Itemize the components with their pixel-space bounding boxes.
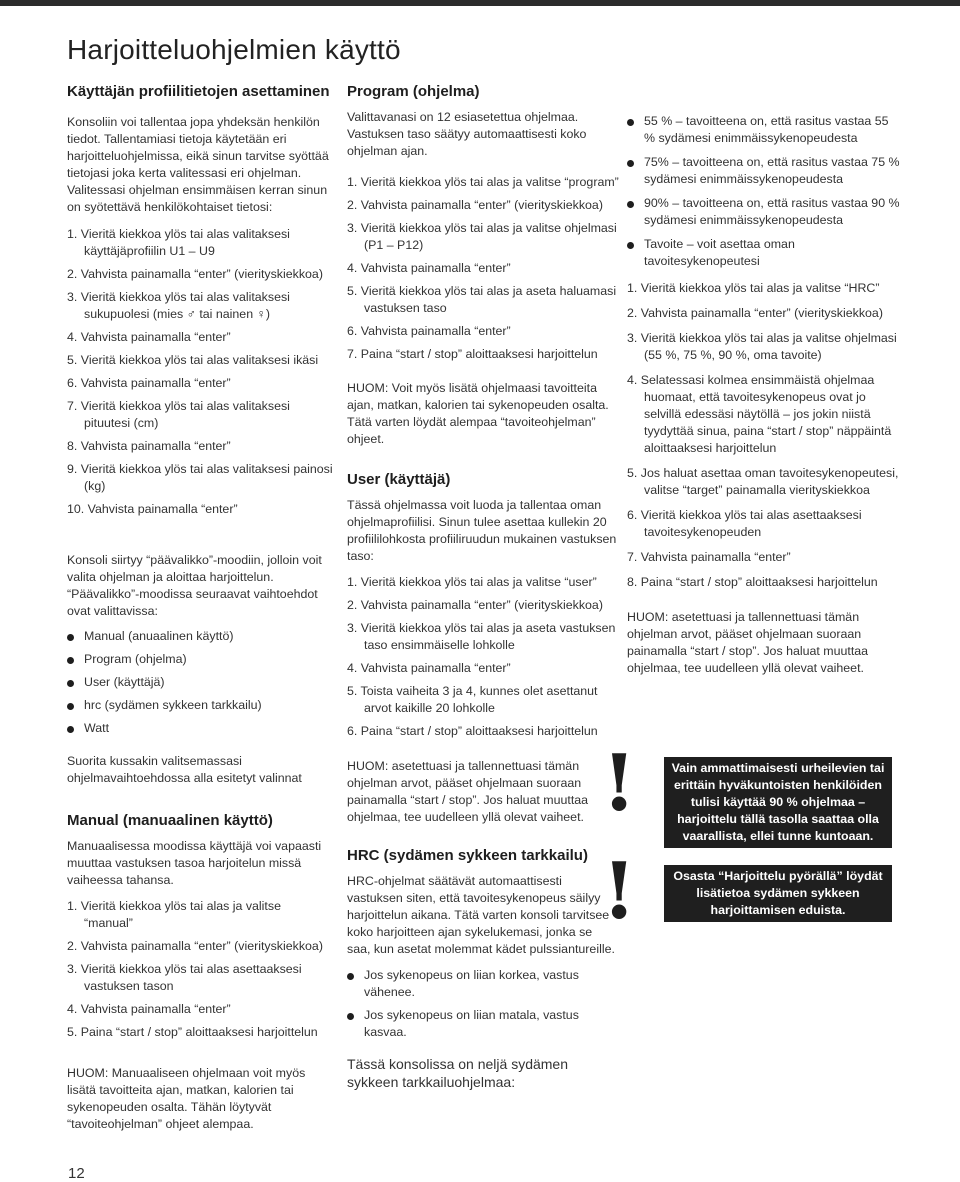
paragraph-user: Tässä ohjelmassa voit luoda ja tallentaa oman ohjelmaprofiilisi. Sinun tulee asettaa kullekin 20 profiililohkosta profiiliruudun mukainen vastuksen taso: [347, 498, 617, 563]
program-step: 6. Vahvista painamalla “enter” [347, 324, 511, 338]
paragraph-program: Valittavanasi on 12 esiasetettua ohjelmaa. Vastuksen taso säätyy automaattisesti koko ohjelman ajan. [347, 110, 587, 158]
program-step: 3. Vieritä kiekkoa ylös tai alas ja valitse ohjelmasi (P1 – P12) [347, 221, 617, 252]
hrc-step: 8. Paina “start / stop” aloittaaksesi harjoittelun [627, 575, 878, 589]
profile-step: 10. Vahvista painamalla “enter” [67, 502, 238, 516]
column-middle [347, 82, 619, 1091]
bullet-icon [67, 726, 74, 733]
manual-step: 3. Vieritä kiekkoa ylös tai alas asettaaksesi vastuksen tason [67, 962, 302, 993]
hrc-step: 2. Vahvista painamalla “enter” (vierityskiekkoa) [627, 306, 883, 320]
profile-step: 8. Vahvista painamalla “enter” [67, 439, 231, 453]
paragraph-hrc-lead: Tässä konsolissa on neljä sydämen sykkeen tarkkailuohjelmaa: [347, 1056, 569, 1090]
warning-text-intensity: Vain ammattimaisesti urheilevien tai erittäin hyväkuntoisten henkilöiden tulisi käyttää 90 % ohjelmaa – harjoittelu tällä tasolla saattaa olla vaarallista, ellei tunne kuntoaan. [664, 757, 892, 848]
hrc-step: 1. Vieritä kiekkoa ylös tai alas ja valitse “HRC” [627, 281, 880, 295]
menu-option: User (käyttäjä) [67, 674, 333, 691]
hr-program-bullet: 75% – tavoitteena on, että rasitus vastaa 75 % sydämesi enimmäissykenopeudesta [627, 154, 901, 188]
menu-option: Watt [67, 720, 333, 737]
column-right [627, 113, 901, 677]
bullet-icon [627, 201, 634, 208]
manual-step: 4. Vahvista painamalla “enter” [67, 1002, 231, 1016]
menu-option: Manual (anuaalinen käyttö) [67, 628, 333, 645]
program-step: 7. Paina “start / stop” aloittaaksesi harjoittelun [347, 347, 598, 361]
top-rule [0, 0, 960, 6]
exclamation-icon: ! [602, 846, 637, 937]
hrc-bullet: Jos sykenopeus on liian korkea, vastus vähenee. [347, 967, 619, 1001]
manual-step: 1. Vieritä kiekkoa ylös tai alas ja valitse “manual” [67, 899, 281, 930]
bullet-icon [347, 973, 354, 980]
manual-step: 5. Paina “start / stop” aloittaaksesi harjoittelun [67, 1025, 318, 1039]
profile-step: 6. Vahvista painamalla “enter” [67, 376, 231, 390]
bullet-icon [67, 634, 74, 641]
program-steps [347, 174, 619, 363]
warning-box-intensity [602, 738, 892, 848]
exclamation-icon: ! [602, 738, 637, 829]
bullet-icon [627, 119, 634, 126]
profile-step: 7. Vieritä kiekkoa ylös tai alas valitaksesi pituutesi (cm) [67, 399, 290, 430]
hrc-bullet: Jos sykenopeus on liian matala, vastus kasvaa. [347, 1007, 619, 1041]
page-number: 12 [68, 1165, 85, 1182]
user-step: 5. Toista vaiheita 3 ja 4, kunnes olet asettanut arvot kaikille 20 lohkolle [347, 684, 598, 715]
bullet-icon [67, 703, 74, 710]
heading-hrc: HRC (sydämen sykkeen tarkkailu) [347, 847, 588, 864]
warning-text-info: Osasta “Harjoittelu pyörällä” löydät lisätietoa sydämen sykkeen harjoittamisen eduista. [664, 865, 892, 922]
profile-step: 2. Vahvista painamalla “enter” (vierityskiekkoa) [67, 267, 323, 281]
menu-option: hrc (sydämen sykkeen tarkkailu) [67, 697, 333, 714]
note-program: HUOM: Voit myös lisätä ohjelmaasi tavoitteita ajan, matkan, kalorien tai sykenopeuden osalta. Tätä varten löydät alempaa “tavoiteohjelman” ohjeet. [347, 381, 609, 446]
menu-option: Program (ohjelma) [67, 651, 333, 668]
heading-manual: Manual (manuaalinen käyttö) [67, 812, 273, 829]
bullet-icon [627, 160, 634, 167]
hr-program-bullets [627, 113, 901, 270]
heading-user-profile: Käyttäjän profiilitietojen asettaminen [67, 83, 330, 100]
hrc-step: 4. Selatessasi kolmea ensimmäistä ohjelmaa huomaat, että tavoitesykenopeus ovat jo selvillä edessäsi näytöllä – jos jokin niistä tyydyttää sinua, paina “start / stop” näppäintä aloittaaksesi harjoittelun [627, 373, 892, 455]
hrc-step: 5. Jos haluat asettaa oman tavoitesykenopeutesi, valitse “target” painamalla vierityskiekkoa [627, 466, 899, 497]
bullet-icon [627, 242, 634, 249]
note-user: HUOM: asetettuasi ja tallennettuasi tämän ohjelman arvot, pääset ohjelmaan suoraan painamalla “start / stop”. Jos haluat muuttaa ohjelmaa, tee uudelleen yllä olevat vaiheet. [347, 759, 589, 824]
paragraph-profile: Konsoliin voi tallentaa jopa yhdeksän henkilön tiedot. Tallentamiasi tietoja käytetään eri harjoitteluohjelmissa, eikä sinun tarvitse syöttää tietojasi joka kerta valitessasi eri ohjelman. Valitessasi ohjelman ensimmäisen kerran sinun on syötettävä henkilökohtaiset tietosi: [67, 115, 329, 214]
program-step: 1. Vieritä kiekkoa ylös tai alas ja valitse “program” [347, 175, 619, 189]
profile-step: 4. Vahvista painamalla “enter” [67, 330, 231, 344]
hrc-steps [627, 280, 901, 591]
column-left [67, 82, 333, 1133]
bullet-icon [67, 680, 74, 687]
heading-program: Program (ohjelma) [347, 83, 480, 100]
warning-box-info [602, 846, 892, 937]
hrc-bullets [347, 967, 619, 1041]
hr-program-bullet: Tavoite – voit asettaa oman tavoitesykenopeutesi [627, 236, 901, 270]
profile-step: 5. Vieritä kiekkoa ylös tai alas valitaksesi ikäsi [67, 353, 319, 367]
program-step: 5. Vieritä kiekkoa ylös tai alas ja aseta haluamasi vastuksen taso [347, 284, 617, 315]
hrc-step: 7. Vahvista painamalla “enter” [627, 550, 791, 564]
heading-user: User (käyttäjä) [347, 471, 451, 488]
profile-step: 1. Vieritä kiekkoa ylös tai alas valitaksesi käyttäjäprofiilin U1 – U9 [67, 227, 290, 258]
manual-steps [67, 898, 333, 1041]
user-step: 6. Paina “start / stop” aloittaaksesi harjoittelun [347, 724, 598, 738]
user-step: 1. Vieritä kiekkoa ylös tai alas ja valitse “user” [347, 575, 597, 589]
note-manual: HUOM: Manuaaliseen ohjelmaan voit myös lisätä tavoitteita ajan, matkan, kalorien tai sykenopeuden osalta. Tähän löytyvät “tavoiteohjelman” ohjeet alempaa. [67, 1066, 306, 1131]
user-step: 3. Vieritä kiekkoa ylös tai alas ja aseta vastuksen taso ensimmäiselle lohkolle [347, 621, 616, 652]
hrc-step: 6. Vieritä kiekkoa ylös tai alas asettaaksesi tavoitesykenopeuden [627, 508, 862, 539]
hr-program-bullet: 90% – tavoitteena on, että rasitus vastaa 90 % sydämesi enimmäissykenopeudesta [627, 195, 901, 229]
user-steps [347, 574, 619, 740]
note-hrc: HUOM: asetettuasi ja tallennettuasi tämän ohjelman arvot, pääset ohjelmaan suoraan painamalla “start / stop”. Jos haluat muuttaa ohjelmaa, tee uudelleen yllä olevat vaiheet. [627, 610, 869, 675]
hr-program-bullet: 55 % – tavoitteena on, että rasitus vastaa 55 % sydämesi enimmäissykenopeudesta [627, 113, 901, 147]
paragraph-perform: Suorita kussakin valitsemassasi ohjelmavaihtoehdossa alla esitetyt valinnat [67, 754, 302, 785]
page-title: Harjoitteluohjelmien käyttö [67, 34, 401, 65]
bullet-icon [67, 657, 74, 664]
user-step: 2. Vahvista painamalla “enter” (vierityskiekkoa) [347, 598, 603, 612]
profile-step: 3. Vieritä kiekkoa ylös tai alas valitaksesi sukupuolesi (mies ♂ tai nainen ♀) [67, 290, 290, 321]
manual-step: 2. Vahvista painamalla “enter” (vierityskiekkoa) [67, 939, 323, 953]
program-step: 2. Vahvista painamalla “enter” (vierityskiekkoa) [347, 198, 603, 212]
profile-step: 9. Vieritä kiekkoa ylös tai alas valitaksesi painosi (kg) [67, 462, 333, 493]
paragraph-hrc: HRC-ohjelmat säätävät automaattisesti vastuksen siten, että tavoitesykenopeus säilyy harjoittelun aikana. Tätä varten konsoli tarvitsee koko harjoitteen ajan sykelukemasi, jonka se saa, kun asetat molemmat kädet pulssiantureille. [347, 874, 615, 956]
user-step: 4. Vahvista painamalla “enter” [347, 661, 511, 675]
program-step: 4. Vahvista painamalla “enter” [347, 261, 511, 275]
hrc-step: 3. Vieritä kiekkoa ylös tai alas ja valitse ohjelmasi (55 %, 75 %, 90 %, oma tavoite) [627, 331, 897, 362]
main-menu-options [67, 628, 333, 737]
paragraph-main-menu: Konsoli siirtyy “päävalikko”-moodiin, jolloin voit valita ohjelman ja aloittaa harjoittelun. “Päävalikko”-moodissa seuraavat vaihtoehdot ovat valittavissa: [67, 553, 322, 618]
paragraph-manual: Manuaalisessa moodissa käyttäjä voi vapaasti muuttaa vastuksen tasoa harjoitelun missä vaiheessa tahansa. [67, 839, 322, 887]
bullet-icon [347, 1013, 354, 1020]
profile-steps [67, 226, 333, 518]
